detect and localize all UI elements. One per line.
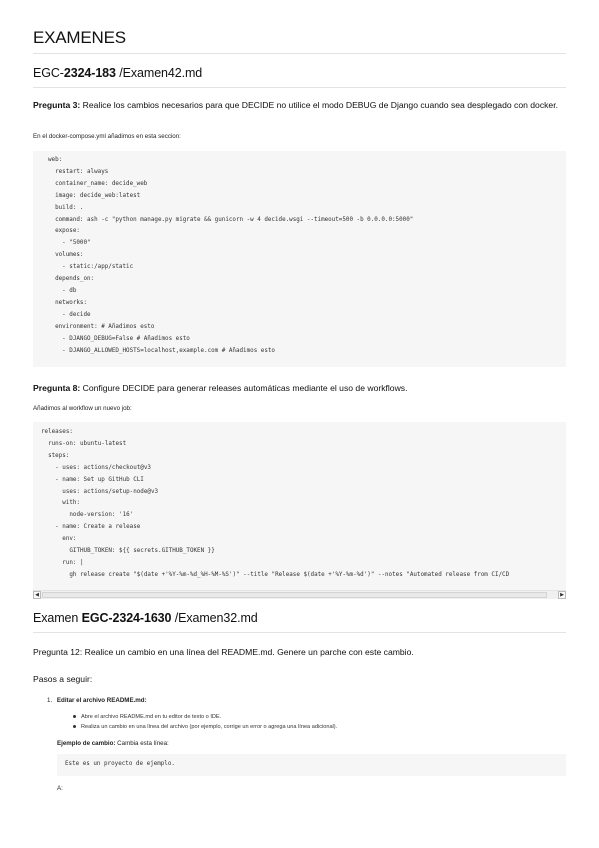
step-1-number: 1. — [47, 697, 53, 704]
step-1-bullet-2-text: Realiza un cambio en una línea del archivo (por ejemplo, corrige un error o agrega una línea adicional). — [81, 724, 338, 730]
scroll-right-icon[interactable]: ▶ — [558, 591, 566, 599]
section2-heading-prefix: Examen — [33, 611, 82, 625]
bullet-icon — [73, 715, 76, 718]
scrollbar-thumb[interactable] — [42, 592, 547, 598]
question-8-text: Configure DECIDE para generar releases automáticas mediante el uso de workflows. — [80, 383, 408, 393]
question-8 — [33, 382, 566, 394]
example-label-bold: Ejemplo de cambio: — [57, 740, 116, 747]
example-label — [57, 740, 169, 747]
after-label: A: — [57, 785, 63, 792]
question-8-note: Añadimos al workflow un nuevo job: — [33, 405, 132, 412]
section2-heading — [33, 611, 258, 625]
code-docker-compose-text: web: restart: always container_name: decide_web image: decide_web:latest build: . command: ash -c "python manage.py migrate && gunicorn -w 4 decide.wsgi --timeout=500 -b 0.0.0.0:5000" expose: - "5000" volumes: - static:/app/static depends_on: - db networks: - decide environment: # Añadimos esto - DJANGO_DEBUG=False # Añadimos esto - DJANGO_ALLOWED_HOSTS=localhost,example.com # Añadimos esto — [48, 157, 414, 354]
question-12 — [33, 646, 566, 658]
question-8-label: Pregunta 8: — [33, 383, 81, 393]
step-1-bullet-1-text: Abre el archivo README.md en tu editor de texto o IDE. — [81, 714, 222, 720]
section1-heading — [33, 66, 202, 80]
section1-heading-code: 2324-183 — [63, 66, 116, 80]
step-1-bullet-1 — [73, 714, 221, 720]
code-example-text: Este es un proyecto de ejemplo. — [65, 761, 175, 767]
section1-divider — [33, 87, 566, 88]
section1-heading-prefix: EGC- — [33, 66, 64, 80]
step-1 — [47, 697, 147, 704]
question-12-label: Pregunta 12: — [33, 647, 83, 657]
question-3-text: Realice los cambios necesarios para que DECIDE no utilice el modo DEBUG de Django cuando sea desplegado con docker. — [80, 100, 558, 110]
page-title: EXAMENES — [33, 28, 126, 47]
code-block-example — [57, 754, 566, 776]
steps-title: Pasos a seguir: — [33, 674, 93, 684]
section2-heading-code: EGC-2324-1630 — [81, 611, 172, 625]
section1-heading-file: /Examen42.md — [115, 66, 203, 80]
example-label-text: Cambia esta línea: — [115, 740, 169, 747]
section2-heading-file: /Examen32.md — [171, 611, 258, 625]
question-12-text: Realice un cambio en una línea del README.md. Genere un parche con este cambio. — [82, 647, 414, 657]
step-1-label: Editar el archivo README.md: — [56, 697, 147, 704]
question-3-label: Pregunta 3: — [33, 100, 81, 110]
title-divider — [33, 53, 566, 54]
code-block-workflow[interactable] — [33, 422, 566, 590]
question-3 — [33, 99, 566, 111]
scroll-left-icon[interactable]: ◀ — [33, 591, 41, 599]
code-workflow-text: releases: runs-on: ubuntu-latest steps: - uses: actions/checkout@v3 - name: Set up GitHub CLI uses: actions/setup-node@v3 with: node-version: '16' - name: Create a release env: GITHUB_TOKEN: ${{ secrets.GITHUB_TOKEN }} run: | gh release create "$(date +'%Y-%m-%d_%H-%M-%S')" --title "Release $(date +'%Y-%m-%d')" --notes "Automated release from CI/CD — [41, 429, 510, 578]
horizontal-scrollbar[interactable] — [33, 590, 566, 599]
question-3-note: En el docker-compose.yml añadimos en esta seccion: — [33, 133, 181, 140]
section2-divider — [33, 632, 566, 633]
code-block-docker-compose — [33, 151, 566, 367]
bullet-icon — [73, 725, 76, 728]
step-1-bullet-2 — [73, 724, 337, 730]
